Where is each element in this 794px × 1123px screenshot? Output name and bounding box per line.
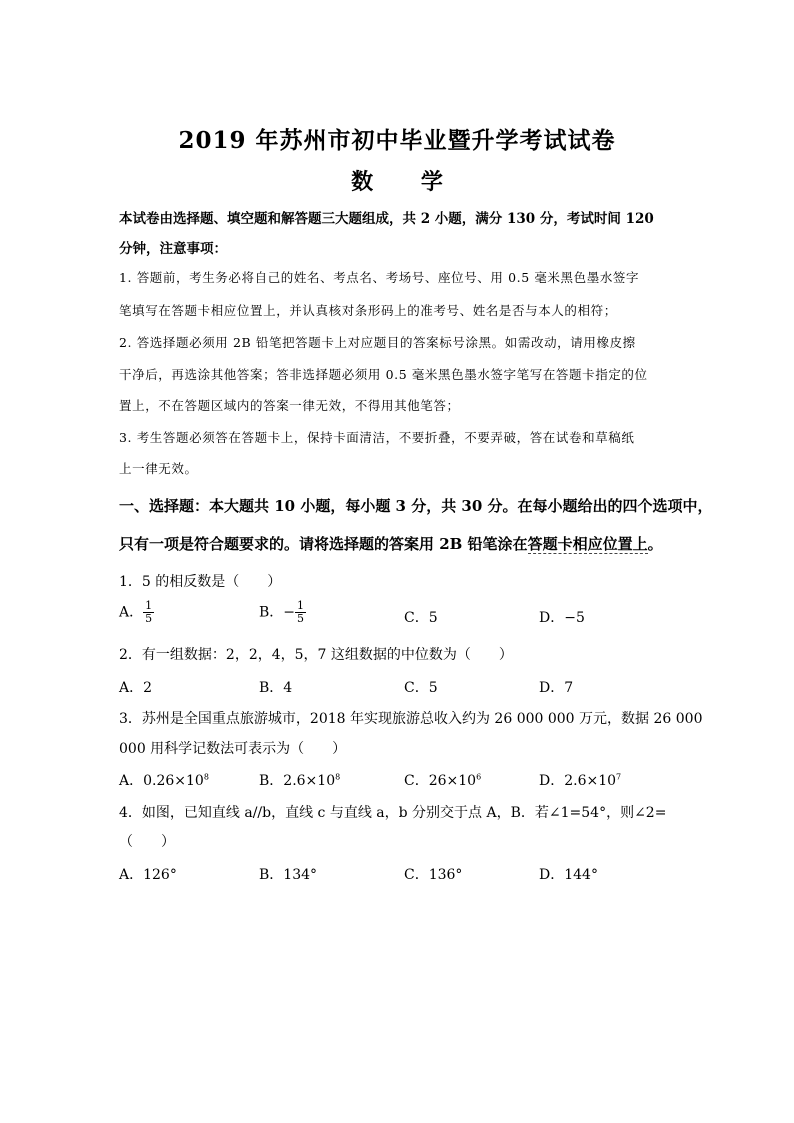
exponent: 6 bbox=[476, 772, 482, 782]
question-1-option-d: D．−5 bbox=[539, 610, 585, 626]
note-line: 上一律无效。 bbox=[119, 461, 198, 476]
note-line: 干净后，再选涂其他答案；答非选择题必须用 0.5 毫米黑色墨水签字笔写在答题卡指定的位 bbox=[119, 367, 648, 382]
question-4-option-a: A．126° bbox=[119, 867, 177, 883]
option-text: D．2.6×10 bbox=[539, 773, 617, 789]
intro-line-2: 分钟，注意事项： bbox=[119, 241, 227, 257]
question-3-option-b bbox=[259, 770, 340, 790]
note-line: 1. 答题前，考生务必将自己的姓名、考点名、考场号、座位号、用 0.5 毫米黑色墨水签字 bbox=[119, 270, 640, 285]
question-4-option-b: B．134° bbox=[259, 867, 318, 883]
fraction-denominator: 5 bbox=[145, 612, 153, 626]
option-label: B．− bbox=[259, 604, 296, 621]
section-heading-line-2 bbox=[119, 533, 679, 554]
question-2-option-d: D．7 bbox=[539, 680, 574, 696]
question-4-stem-line-2: （ ） bbox=[119, 834, 175, 850]
exam-title: 2019 年苏州市初中毕业暨升学考试试卷 bbox=[178, 127, 616, 154]
fraction bbox=[295, 600, 306, 625]
note-line: 置上，不在答题区域内的答案一律无效，不得用其他笔答； bbox=[119, 398, 460, 413]
question-3-option-c bbox=[404, 770, 481, 790]
question-2-option-b: B．4 bbox=[259, 680, 293, 696]
question-2-option-a: A．2 bbox=[119, 680, 153, 696]
section-heading-text: 只有一项是符合题要求的。请将选择题的答案用 2B 铅笔涂在 bbox=[119, 535, 528, 553]
question-1-option-c: C．5 bbox=[404, 610, 438, 626]
fraction-numerator: 1 bbox=[145, 599, 153, 612]
question-1-option-b bbox=[259, 600, 306, 625]
note-line: 2. 答选择题必须用 2B 铅笔把答题卡上对应题目的答案标号涂黑。如需改动，请用橡皮擦 bbox=[119, 335, 636, 350]
note-line: 3. 考生答题必须答在答题卡上，保持卡面清洁，不要折叠，不要弄破，答在试卷和草稿纸 bbox=[119, 430, 635, 445]
question-3-option-a bbox=[119, 770, 209, 790]
intro-line-1: 本试卷由选择题、填空题和解答题三大题组成，共 2 小题，满分 130 分，考试时间 120 bbox=[119, 211, 654, 227]
fraction-denominator: 5 bbox=[297, 612, 305, 626]
exponent: 8 bbox=[335, 772, 341, 782]
fraction-numerator: 1 bbox=[297, 599, 305, 612]
option-text: C．26×10 bbox=[404, 773, 477, 789]
question-4-option-c: C．136° bbox=[404, 867, 463, 883]
answer-card-underline: 答题卡相应位置上 bbox=[527, 535, 648, 553]
section-heading-end: 。 bbox=[647, 535, 663, 553]
question-4-option-d: D．144° bbox=[539, 867, 598, 883]
question-1-stem: 1．5 的相反数是（ ） bbox=[119, 574, 282, 590]
note-line: 笔填写在答题卡相应位置上，并认真核对条形码上的准考号、姓名是否与本人的相符； bbox=[119, 303, 617, 318]
fraction bbox=[143, 600, 154, 625]
question-2-option-c: C．5 bbox=[404, 680, 438, 696]
section-heading-line-1: 一、选择题：本大题共 10 小题，每小题 3 分，共 30 分。在每小题给出的四个选项中， bbox=[119, 497, 713, 515]
option-text: A．0.26×10 bbox=[119, 773, 204, 789]
option-text: B．2.6×10 bbox=[259, 773, 336, 789]
option-label: A． bbox=[119, 604, 144, 621]
question-1-option-a bbox=[119, 600, 154, 625]
exponent: 7 bbox=[616, 772, 622, 782]
question-3-option-d bbox=[539, 770, 621, 790]
question-4-stem-line-1: 4．如图，已知直线 a//b，直线 c 与直线 a，b 分别交于点 A，B．若∠1=54°，则∠2= bbox=[119, 805, 667, 821]
exponent: 8 bbox=[203, 772, 209, 782]
question-3-stem-line-1: 3．苏州是全国重点旅游城市，2018 年实现旅游总收入约为 26 000 000 万元，数据 26 000 bbox=[119, 711, 703, 727]
question-2-stem: 2．有一组数据：2，2，4，5，7 这组数据的中位数为（ ） bbox=[119, 647, 513, 663]
question-3-stem-line-2: 000 用科学记数法可表示为（ ） bbox=[119, 741, 347, 757]
subject-title: 数 学 bbox=[351, 169, 463, 195]
